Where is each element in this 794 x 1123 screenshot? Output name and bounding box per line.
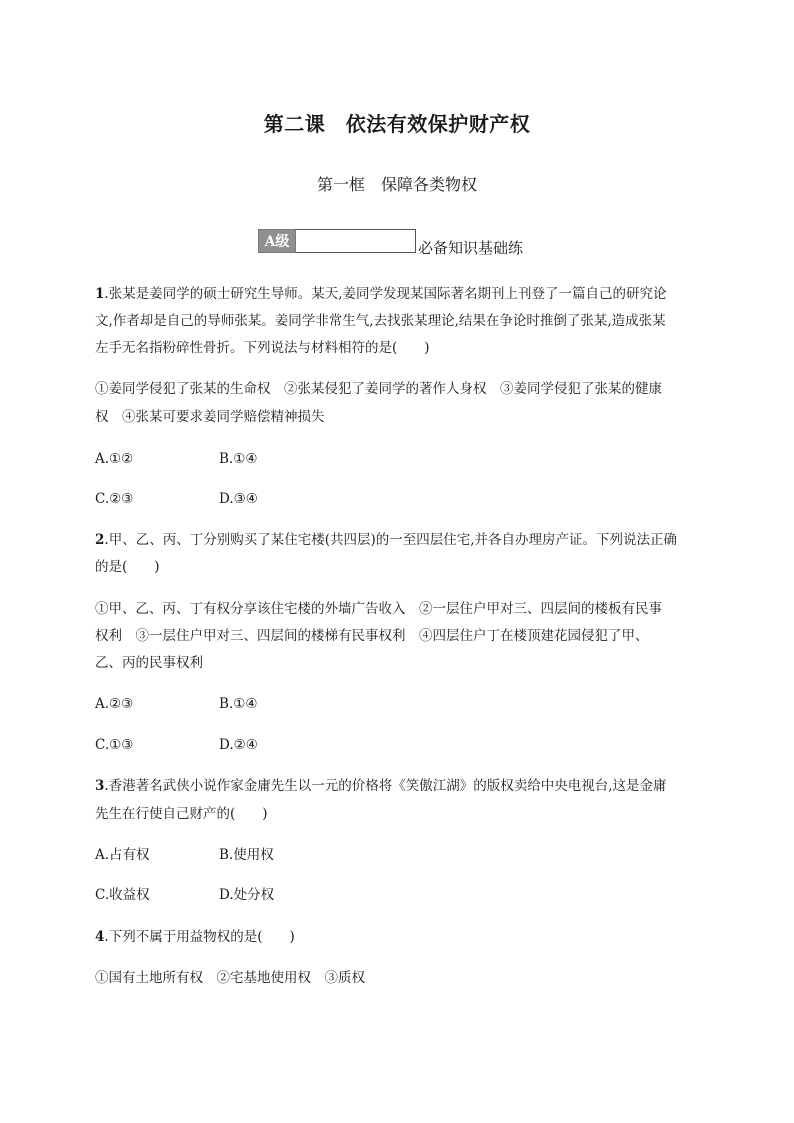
question-3-option-c[interactable]: C.收益权 — [95, 887, 150, 903]
question-3-option-a[interactable]: A.占有权 — [95, 847, 150, 863]
question-text: .张某是姜同学的硕士研究生导师。某天,姜同学发现某国际著名期刊上刊登了一篇自己的研究论 — [104, 286, 667, 302]
question-1-option-d[interactable]: D.③④ — [219, 491, 258, 507]
question-2-stem-line-1 — [95, 531, 705, 549]
question-3-stem-line-1 — [95, 777, 705, 795]
level-header — [258, 227, 524, 257]
question-2-statement-line-3: 乙、丙的民事权利 — [95, 655, 203, 671]
question-text: .下列不属于用益物权的是( ) — [104, 929, 295, 945]
question-1-statement-line-1: ①姜同学侵犯了张某的生命权 ②张某侵犯了姜同学的著作人身权 ③姜同学侵犯了张某的健康 — [95, 381, 662, 397]
question-number: 1 — [95, 286, 105, 302]
question-1-option-b[interactable]: B.①④ — [219, 451, 258, 467]
page-title: 第二课 依法有效保护财产权 — [263, 112, 531, 136]
question-1-stem-line-3: 左手无名指粉碎性骨折。下列说法与材料相符的是( ) — [95, 340, 430, 356]
question-1-stem-line-1 — [95, 285, 705, 303]
question-text: .香港著名武侠小说作家金庸先生以一元的价格将《笑傲江湖》的版权卖给中央电视台,这是金庸 — [104, 778, 667, 794]
question-1-statement-line-2: 权 ④张某可要求姜同学赔偿精神损失 — [95, 409, 325, 425]
question-number: 3 — [95, 778, 105, 794]
question-2-option-a[interactable]: A.②③ — [95, 696, 134, 712]
question-2-option-b[interactable]: B.①④ — [219, 696, 258, 712]
level-badge: A级 — [258, 229, 296, 253]
page-subtitle: 第一框 保障各类物权 — [316, 175, 477, 194]
question-2-stem-line-2: 的是( ) — [95, 559, 160, 575]
question-1-option-a[interactable]: A.①② — [95, 451, 134, 467]
question-2-statement-line-2: 权利 ③一层住户甲对三、四层间的楼梯有民事权利 ④四层住户丁在楼顶建花园侵犯了甲、 — [95, 628, 649, 644]
level-box — [296, 229, 416, 253]
question-2-option-d[interactable]: D.②④ — [219, 737, 258, 753]
question-1-option-c[interactable]: C.②③ — [95, 491, 134, 507]
question-1-stem-line-2: 文,作者却是自己的导师张某。姜同学非常生气,去找张某理论,结果在争论时推倒了张某,造成张某 — [95, 313, 666, 329]
question-number: 2 — [95, 532, 105, 548]
question-4-stem-line-1 — [95, 928, 705, 946]
question-3-option-d[interactable]: D.处分权 — [219, 887, 275, 903]
question-3-stem-line-2: 先生在行使自己财产的( ) — [95, 806, 268, 822]
question-2-statement-line-1: ①甲、乙、丙、丁有权分享该住宅楼的外墙广告收入 ②一层住户甲对三、四层间的楼板有民事 — [95, 601, 662, 617]
question-number: 4 — [95, 929, 105, 945]
question-4-statement-line-1: ①国有土地所有权 ②宅基地使用权 ③质权 — [95, 970, 365, 986]
question-text: .甲、乙、丙、丁分别购买了某住宅楼(共四层)的一至四层住宅,并各自办理房产证。下列说法正确 — [104, 532, 678, 548]
level-label: 必备知识基础练 — [418, 239, 524, 257]
question-2-option-c[interactable]: C.①③ — [95, 737, 134, 753]
question-3-option-b[interactable]: B.使用权 — [219, 847, 274, 863]
